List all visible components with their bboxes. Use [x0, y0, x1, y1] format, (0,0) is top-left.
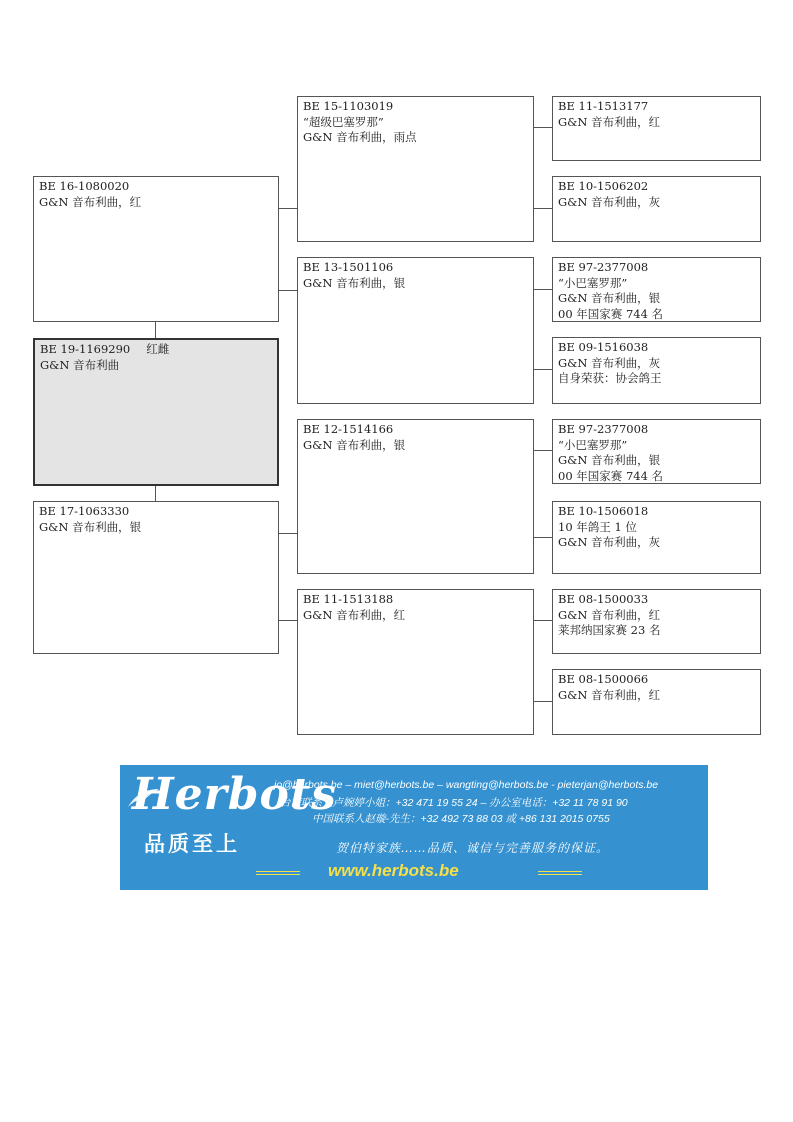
subject-box [33, 338, 279, 486]
connector [278, 533, 297, 534]
pigeon-info: G&N 音布利曲，红 [39, 194, 142, 209]
ring-number: BE 11-1513177 [558, 99, 649, 113]
pigeon-result: 00 年国家赛 744 名 [558, 468, 664, 483]
divider [256, 871, 300, 875]
ring-number: BE 09-1516038 [558, 340, 649, 354]
pigeon-info: G&N 音布利曲，雨点 [303, 130, 417, 144]
connector [155, 485, 156, 501]
pigeon-info: G&N 音布利曲，灰 [558, 355, 661, 370]
pigeon-info: G&N 音布利曲，红 [303, 607, 406, 622]
ring-number: BE 17-1063330 [39, 504, 130, 518]
ancestor-box [552, 337, 761, 404]
sire-box [33, 176, 279, 322]
ring-number: BE 10-1506018 [558, 504, 649, 518]
connector [155, 321, 156, 338]
ring-number: BE 12-1514166 [303, 422, 394, 436]
ancestor-box [552, 501, 761, 574]
ring-number: BE 11-1513188 [303, 592, 394, 606]
pigeon-info: G&N 音布利曲，银 [303, 437, 406, 452]
dam-sire-box [297, 419, 534, 574]
ancestor-box [552, 257, 761, 322]
motto: 品质至上 [144, 832, 240, 856]
divider [538, 871, 582, 875]
pigeon-result: 10 年鸽王 1 位 [558, 519, 637, 534]
ancestor-box [552, 589, 761, 654]
pigeon-result: 00 年国家赛 744 名 [558, 306, 664, 321]
connector [278, 290, 297, 291]
ring-number: BE 10-1506202 [558, 179, 649, 193]
pigeon-info: G&N 音布利曲，银 [303, 275, 406, 290]
pigeon-name: “超级巴塞罗那” [303, 114, 384, 129]
ancestor-box [552, 176, 761, 242]
pigeon-name: “小巴塞罗那” [558, 275, 628, 290]
ring-number: BE 13-1501106 [303, 260, 394, 274]
ring-number: BE 19-1169290 [40, 342, 131, 356]
herbots-banner [120, 765, 708, 890]
pigeon-info: G&N 音布利曲，银 [558, 291, 661, 305]
ring-number: BE 08-1500066 [558, 672, 649, 686]
email-list[interactable]: jo@herbots.be – miet@herbots.be – wangting@herbots.be - pieterjan@herbots.be [274, 779, 659, 791]
herbots-logo: Herbots [132, 769, 337, 820]
china-contact: 中国联系人赵璇-先生：+32 492 73 88 03 或 +86 131 2015 0755 [312, 813, 610, 825]
connector [533, 450, 552, 451]
pigeon-info: G&N 音布利曲，银 [558, 453, 661, 467]
sex-color-tag: 红雌 [146, 342, 170, 356]
pigeon-result: 自身荣获：协会鸽王 [558, 371, 662, 385]
pigeon-info: G&N 音布利曲，灰 [558, 194, 661, 209]
ancestor-box [552, 669, 761, 735]
ring-number: BE 97-2377008 [558, 260, 649, 274]
connector [533, 208, 552, 209]
pigeon-info: G&N 音布利曲，红 [558, 607, 661, 622]
ring-number: BE 97-2377008 [558, 422, 649, 436]
dam-dam-box [297, 589, 534, 735]
connector [533, 289, 552, 290]
pigeon-info: G&N 音布利曲，红 [558, 687, 661, 702]
connector [533, 127, 552, 128]
website-link[interactable]: www.herbots.be [328, 861, 459, 880]
pigeon-result: 莱邦纳国家赛 23 名 [558, 623, 661, 637]
sire-dam-box [297, 257, 534, 404]
pigeon-info: G&N 音布利曲，银 [39, 519, 142, 534]
ring-number: BE 15-1103019 [303, 99, 394, 113]
tagline: 贺伯特家族……品质、诚信与完善服务的保证。 [336, 841, 610, 855]
ring-number: BE 08-1500033 [558, 592, 649, 606]
sire-sire-box [297, 96, 534, 242]
connector [533, 701, 552, 702]
dam-box [33, 501, 279, 654]
ancestor-box [552, 419, 761, 484]
ancestor-box [552, 96, 761, 161]
pigeon-info: G&N 音布利曲，红 [558, 114, 661, 129]
connector [533, 620, 552, 621]
pigeon-info: G&N 音布利曲 [40, 357, 120, 372]
pigeon-info: G&N 音布利曲，灰 [558, 535, 661, 549]
pigeon-name: “小巴塞罗那” [558, 437, 628, 452]
connector [533, 537, 552, 538]
connector [278, 208, 297, 209]
ring-number: BE 16-1080020 [39, 179, 130, 193]
taiwan-contact: 台湾联系人卢婉婷小姐：+32 471 19 55 24 – 办公室电话：+32 11 78 91 90 [280, 797, 628, 809]
connector [533, 369, 552, 370]
connector [278, 620, 297, 621]
